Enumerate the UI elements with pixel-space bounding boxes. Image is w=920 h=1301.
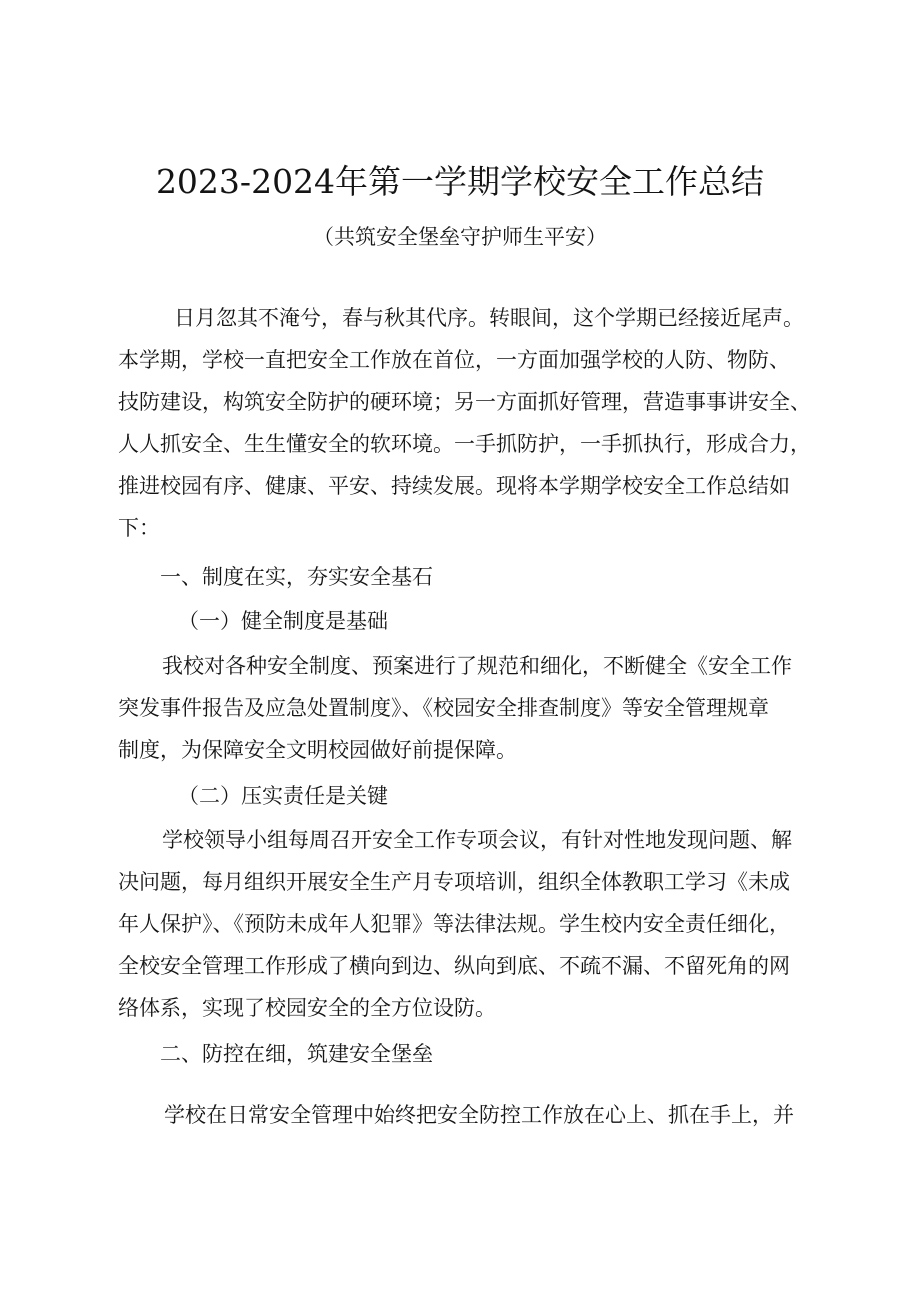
section-1-sub-2-line-3: 年人保护》、《预防未成年人犯罪》等法律法规。学生校内安全责任细化， [118, 912, 790, 936]
intro-line-6: 下： [118, 516, 160, 540]
section-1-sub-2-line-4: 全校安全管理工作形成了横向到边、纵向到底、不疏不漏、不留死角的网 [118, 954, 790, 978]
section-1-sub-1-line-1: 我校对各种安全制度、预案进行了规范和细化，不断健全《安全工作 [162, 654, 792, 678]
section-2-line-1: 学校在日常安全管理中始终把安全防控工作放在心上、抓在手上，并 [164, 1103, 794, 1127]
section-1-sub-1-heading: （一）健全制度是基础 [178, 609, 388, 633]
document-subtitle: （共筑安全堡垒守护师生平安） [313, 225, 607, 249]
intro-line-5: 推进校园有序、健康、平安、持续发展。现将本学期学校安全工作总结如 [118, 474, 790, 498]
section-2-heading: 二、防控在细，筑建安全堡垒 [160, 1042, 433, 1066]
section-1-sub-2-line-2: 决问题，每月组织开展安全生产月专项培训，组织全体教职工学习《未成 [118, 870, 790, 894]
intro-line-1: 日月忽其不淹兮，春与秋其代序。转眼间，这个学期已经接近尾声。 [174, 306, 804, 330]
section-1-sub-2-line-1: 学校领导小组每周召开安全工作专项会议，有针对性地发现问题、解 [162, 828, 792, 852]
section-1-heading: 一、制度在实，夯实安全基石 [160, 565, 433, 589]
intro-line-2: 本学期，学校一直把安全工作放在首位，一方面加强学校的人防、物防、 [118, 348, 790, 372]
document-title: 2023-2024年第一学期学校安全工作总结 [155, 162, 765, 201]
section-1-sub-2-line-5: 络体系，实现了校园安全的全方位设防。 [118, 996, 496, 1020]
section-1-sub-1-line-2: 突发事件报告及应急处置制度》、《校园安全排查制度》等安全管理规章 [118, 696, 769, 720]
intro-line-3: 技防建设，构筑安全防护的硬环境；另一方面抓好管理，营造事事讲安全、 [118, 390, 811, 414]
section-1-sub-1-line-3: 制度，为保障安全文明校园做好前提保障。 [118, 738, 517, 762]
section-1-sub-2-heading: （二）压实责任是关键 [178, 784, 388, 808]
intro-line-4: 人人抓安全、生生懂安全的软环境。一手抓防护，一手抓执行，形成合力， [118, 432, 811, 456]
